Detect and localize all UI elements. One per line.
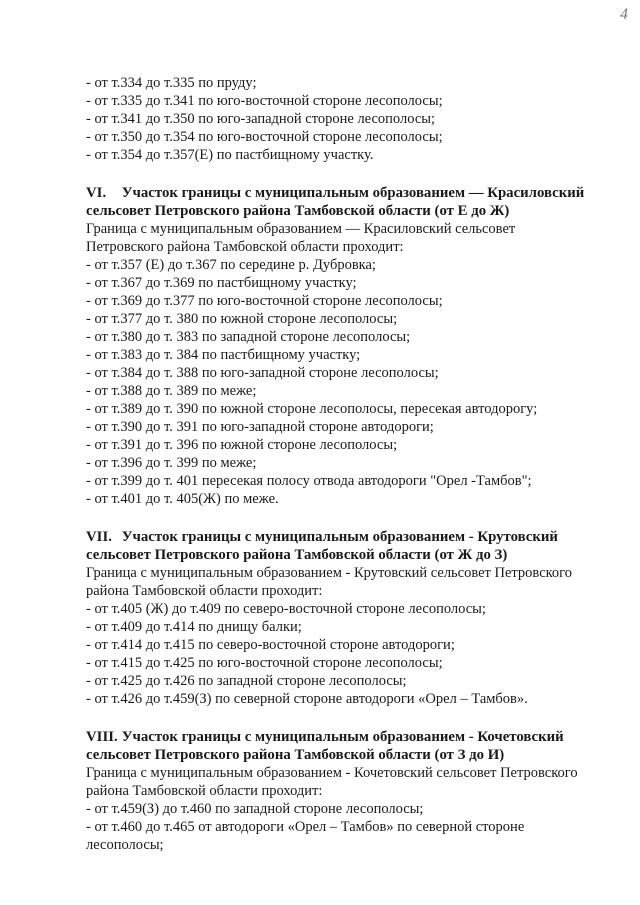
list-item: - от т.415 до т.425 по юго-восточной стороне лесополосы; <box>86 655 443 671</box>
section-intro: района Тамбовской области проходит: <box>86 583 323 599</box>
section-number: VIII. <box>86 729 118 745</box>
list-item: - от т.389 до т. 390 по южной стороне лесополосы, пересекая автодорогу; <box>86 401 538 417</box>
section-vi <box>86 184 626 508</box>
list-item: - от т.350 до т.354 по юго-восточной стороне лесополосы; <box>86 129 443 145</box>
list-item: - от т.399 до т. 401 пересекая полосу отвода автодороги "Орел -Тамбов"; <box>86 473 532 489</box>
section-intro: Граница с муниципальным образованием - Крутовский сельсовет Петровского <box>86 565 573 581</box>
list-item: - от т.334 до т.335 по пруду; <box>86 75 257 91</box>
list-item: лесополосы; <box>86 837 164 853</box>
top-list <box>86 74 626 164</box>
section-title-line: сельсовет Петровского района Тамбовской области (от Ж до З) <box>86 547 508 563</box>
list-item: - от т.425 до т.426 по западной стороне лесополосы; <box>86 673 407 689</box>
section-title <box>86 528 626 546</box>
section-title-line: Участок границы с муниципальным образованием — Красиловский <box>121 185 585 201</box>
list-item: - от т.414 до т.415 по северо-восточной стороне автодороги; <box>86 637 455 653</box>
list-item: - от т.380 до т. 383 по западной стороне лесополосы; <box>86 329 411 345</box>
list-item: - от т.354 до т.357(Е) по пастбищному участку. <box>86 147 374 163</box>
handwritten-page-number: 4 <box>620 6 628 23</box>
list-item: - от т.396 до т. 399 по меже; <box>86 455 257 471</box>
section-title-line: сельсовет Петровского района Тамбовской области (от З до И) <box>86 747 505 763</box>
list-item: - от т.335 до т.341 по юго-восточной стороне лесополосы; <box>86 93 443 109</box>
section-number: VII. <box>86 529 112 545</box>
section-title-line: Участок границы с муниципальным образованием - Крутовский <box>121 529 558 545</box>
list-item: - от т.459(З) до т.460 по западной стороне лесополосы; <box>86 801 424 817</box>
list-item: - от т.405 (Ж) до т.409 по северо-восточной стороне лесополосы; <box>86 601 486 617</box>
list-item: - от т.460 до т.465 от автодороги «Орел – Тамбов» по северной стороне <box>86 819 525 835</box>
list-item: - от т.426 до т.459(З) по северной стороне автодороги «Орел – Тамбов». <box>86 691 528 707</box>
section-title-line: сельсовет Петровского района Тамбовской области (от Е до Ж) <box>86 203 510 219</box>
list-item: - от т.377 до т. 380 по южной стороне лесополосы; <box>86 311 398 327</box>
section-title <box>86 184 626 202</box>
list-item: - от т.341 до т.350 по юго-западной стороне лесополосы; <box>86 111 436 127</box>
list-item: - от т.383 до т. 384 по пастбищному участку; <box>86 347 361 363</box>
section-intro: Петровского района Тамбовской области проходит: <box>86 239 404 255</box>
list-item: - от т.390 до т. 391 по юго-западной стороне автодороги; <box>86 419 434 435</box>
section-title-line: Участок границы с муниципальным образованием - Кочетовский <box>121 729 564 745</box>
section-number: VI. <box>86 185 107 201</box>
section-vii <box>86 528 626 708</box>
list-item: - от т.409 до т.414 по днищу балки; <box>86 619 302 635</box>
list-item: - от т.388 до т. 389 по меже; <box>86 383 257 399</box>
list-item: - от т.391 до т. 396 по южной стороне лесополосы; <box>86 437 398 453</box>
section-title <box>86 728 626 746</box>
list-item: - от т.369 до т.377 по юго-восточной стороне лесополосы; <box>86 293 443 309</box>
document-body <box>86 74 626 854</box>
section-viii <box>86 728 626 854</box>
list-item: - от т.357 (Е) до т.367 по середине р. Дубровка; <box>86 257 376 273</box>
list-item: - от т.367 до т.369 по пастбищному участку; <box>86 275 357 291</box>
list-item: - от т.384 до т. 388 по юго-западной стороне лесополосы; <box>86 365 439 381</box>
section-intro: Граница с муниципальным образованием — Красиловский сельсовет <box>86 221 516 237</box>
list-item: - от т.401 до т. 405(Ж) по меже. <box>86 491 279 507</box>
section-intro: Граница с муниципальным образованием - Кочетовский сельсовет Петровского <box>86 765 578 781</box>
section-intro: района Тамбовской области проходит: <box>86 783 323 799</box>
